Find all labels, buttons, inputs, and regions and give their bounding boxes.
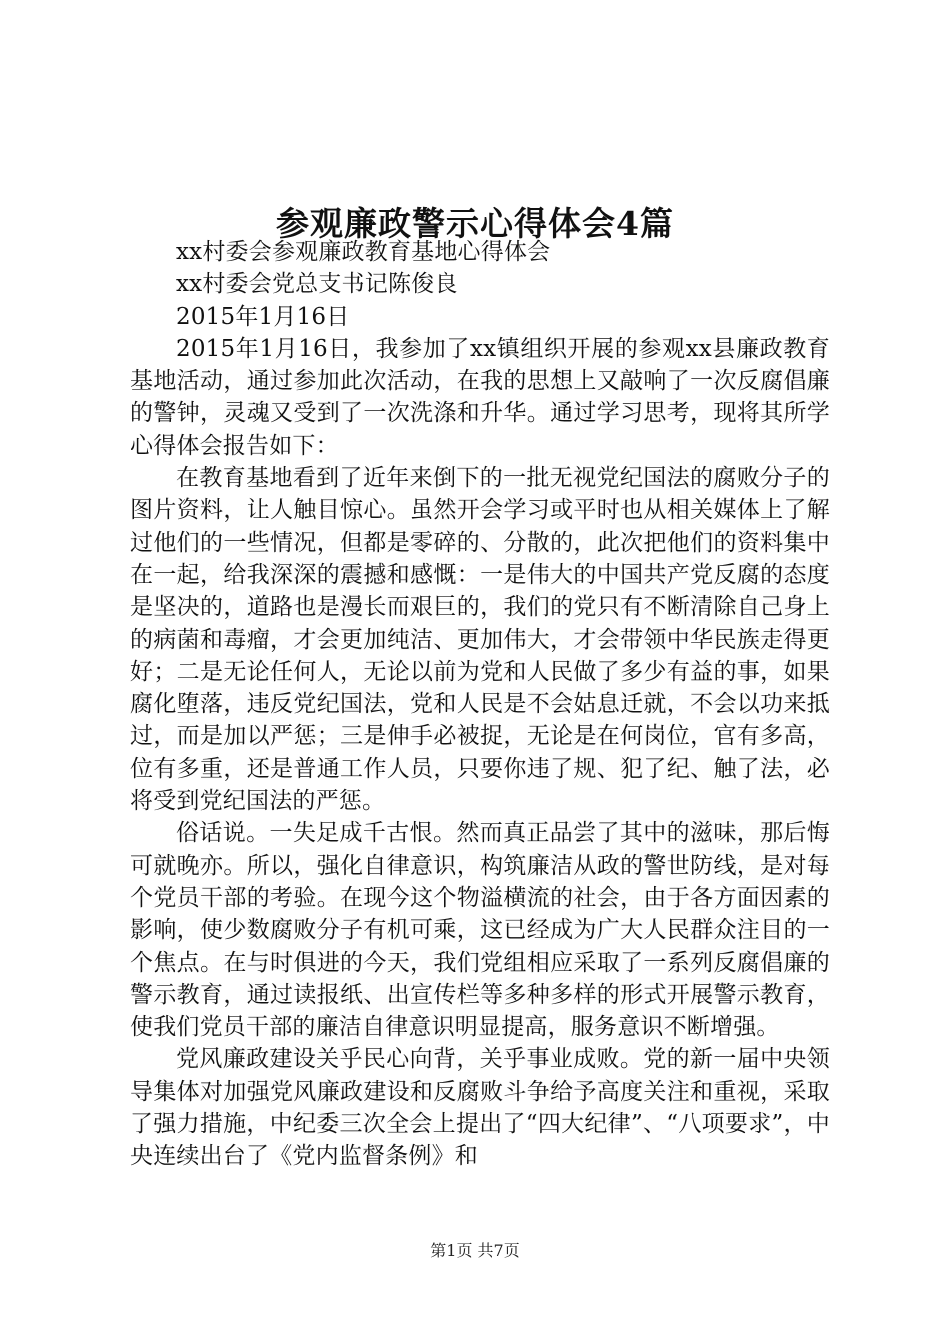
page-title: 参观廉政警示心得体会4篇 [276, 204, 674, 244]
paragraph-date: 2015年1月16日 [176, 303, 350, 330]
paragraph-body: 在教育基地看到了近年来倒下的一批无视党纪国法的腐败分子的图片资料，让人触目惊心。虽然开会学习或平时也从相关媒体上了解过他们的一些情况，但都是零碎的、分散的，此次把他们的资料集中在一起，给我深深的震撼和感慨：一是伟大的中国共产党反腐的态度是坚决的，道路也是漫长而艰巨的，我们的党只有不断清除自己身上的病菌和毒瘤，才会更加纯洁、更加伟大，才会带领中华民族走得更好；二是无论任何人，无论以前为党和人民做了多少有益的事，如果腐化堕落，违反党纪国法，党和人民是不会姑息迁就，不会以功来抵过，而是加以严惩；三是伸手必被捉，无论是在何岗位，官有多高，位有多重，还是普通工作人员，只要你违了规、犯了纪、触了法，必将受到党纪国法的严惩。 [130, 465, 830, 815]
paragraph-body: 俗话说。一失足成千古恨。然而真正品尝了其中的滋味，那后悔可就晚亦。所以，强化自律意识，构筑廉洁从政的警世防线，是对每个党员干部的考验。在现今这个物溢横流的社会，由于各方面因素的影响，使少数腐败分子有机可乘，这已经成为广大人民群众注目的一个焦点。在与时俱进的今天，我们党组相应采取了一系列反腐倡廉的警示教育，通过读报纸、出宣传栏等多种多样的形式开展警示教育，使我们党员干部的廉洁自律意识明显提高，服务意识不断增强。 [130, 820, 830, 1041]
paragraph-body: 党风廉政建设关乎民心向背，关乎事业成败。党的新一届中央领导集体对加强党风廉政建设和反腐败斗争给予高度关注和重视，采取了强力措施，中纪委三次全会上提出了“四大纪律”、“八项要求”，中央连续出台了《党内监督条例》和 [130, 1046, 830, 1170]
page-number-footer: 第1页 共7页 [430, 1241, 520, 1260]
document-body [130, 236, 830, 1173]
paragraph-intro: 2015年1月16日，我参加了xx镇组织开展的参观xx县廉政教育基地活动，通过参加此次活动，在我的思想上又敲响了一次反腐倡廉的警钟，灵魂又受到了一次洗涤和升华。通过学习思考，现将其所学心得体会报告如下： [130, 335, 830, 459]
paragraph-subtitle: xx村委会参观廉政教育基地心得体会 [176, 239, 551, 265]
paragraph-author: xx村委会党总支书记陈俊良 [176, 271, 458, 298]
